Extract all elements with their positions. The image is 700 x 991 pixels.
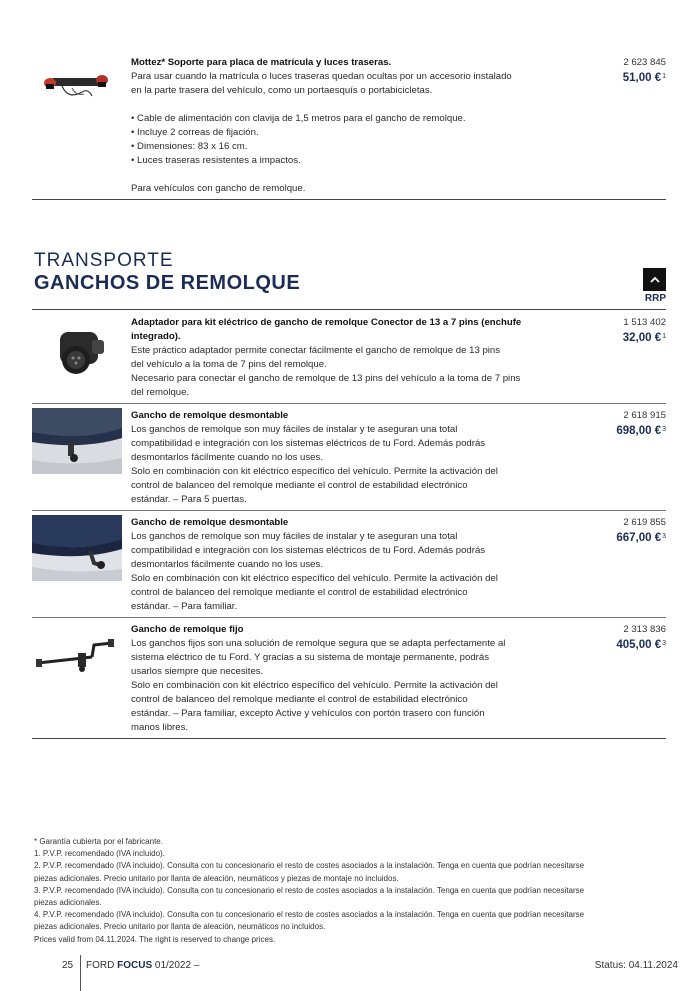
product-row — [32, 56, 666, 201]
footer-divider — [80, 955, 81, 991]
license-plate-light-bar-icon — [32, 66, 122, 106]
product-description: Gancho de remolque fijo Los ganchos fijos son una solución de remolque segura que se adapta perfectamente al sistema eléctrico de tu Ford. Y gracias a su sistema de montaje permanente, podrás usarlos siempre que necesites. Solo en combinación con kit eléctrico específico del vehículo. Permite la activación del control de balanceo del remolque mediante el control de estabilidad electrónico estándar. – Para familiar, excepto Active y vehículos con portón trasero con función manos libres. — [131, 623, 551, 735]
product-row — [32, 409, 666, 509]
part-number: 2 623 845 — [623, 57, 666, 68]
footnote: 3. P.V.P. recomendado (IVA incluido). Consulta con tu concesionario el resto de costes asociados a la instalación. Tenga en cuenta que podrían necesitarse — [34, 885, 585, 895]
product-title: Gancho de remolque fijo — [131, 624, 244, 635]
tow-hook-wagon-photo — [32, 515, 122, 581]
status-date: Status: 04.11.2024 — [594, 960, 678, 971]
product-row — [32, 623, 666, 738]
part-number: 2 313 836 — [623, 624, 666, 635]
price-block — [556, 56, 666, 86]
scroll-up-button[interactable] — [643, 268, 666, 291]
price: 698,00 €$^3$ — [616, 425, 666, 437]
part-number: 2 618 915 — [623, 410, 666, 421]
footnote: 4. P.V.P. recomendado (IVA incluido). Consulta con tu concesionario el resto de costes asociados a la instalación. Tenga en cuenta que podrían necesitarse — [34, 910, 585, 920]
page-number: 25 — [62, 960, 74, 971]
divider — [32, 738, 666, 739]
part-number: 1 513 402 — [623, 317, 666, 328]
section-title: GANCHOS DE REMOLQUE — [34, 272, 301, 294]
product-description: Gancho de remolque desmontable Los ganchos de remolque son muy fáciles de instalar y te aseguran una total compatibilidad e integración con los sistemas eléctricos de tu Ford. Además podrás desmontarlos fácilmente cuando no los uses. Solo en combinación con kit eléctrico específico del vehículo. Permite la activación del control de balanceo del remolque mediante el control de estabilidad electrónico estándar. – Para 5 puertas. — [131, 409, 551, 507]
price: 405,00 €$^3$ — [616, 639, 666, 651]
chevron-up-icon — [650, 276, 660, 284]
footnote: piezas adicionales. Precio unitario por llanta de aleación, neumáticos y piezas de montaje no incluidos. — [34, 873, 399, 883]
part-number: 2 619 855 — [623, 517, 666, 528]
product-title: Adaptador para kit eléctrico de gancho de remolque Conector de 13 a 7 pins (enchufe integrado). — [131, 317, 522, 342]
footnote: 2. P.V.P. recomendado (IVA incluido). Consulta con tu concesionario el resto de costes asociados a la instalación. Tenga en cuenta que podrían necesitarse — [34, 861, 585, 871]
footnote: Prices valid from 04.11.2024. The right is reserved to change prices. — [34, 934, 276, 944]
adapter-plug-icon — [32, 318, 122, 388]
divider — [32, 403, 666, 404]
page-footer — [0, 955, 700, 991]
product-description: Gancho de remolque desmontable Los ganchos de remolque son muy fáciles de instalar y te aseguran una total compatibilidad e integración con los sistemas eléctricos de tu Ford. Además podrás desmontarlos fácilmente cuando no los uses. Solo en combinación con kit eléctrico específico del vehículo. Permite la activación del control de balanceo del remolque mediante el control de estabilidad electrónico estándar. – Para familiar. — [131, 516, 551, 614]
footnotes — [34, 836, 666, 946]
divider — [32, 617, 666, 618]
price-block — [556, 409, 666, 439]
section-heading — [34, 250, 300, 294]
footnote: piezas adicionales. — [34, 898, 102, 908]
product-description: Adaptador para kit eléctrico de gancho de remolque Conector de 13 a 7 pins (enchufe integrado). Este práctico adaptador permite conectar fácilmente el gancho de remolque de 13 pins del vehículo a la toma de 7 pins del remolque. Necesario para conectar el gancho de remolque de 13 pins del vehículo a la toma de 7 pins del remolque. — [131, 316, 551, 400]
price-block — [556, 516, 666, 546]
product-description: Mottez* Soporte para placa de matrícula y luces traseras. Para usar cuando la matrícula o luces traseras quedan ocultas por un accesorio instalado en la parte trasera del vehículo, como un portaesquís o portabicicletas. • Cable de alimentación con clavija de 1,5 metros para el gancho de remolque. • Incluye 2 correas de fijación. • Dimensiones: 83 x 16 cm. • Luces traseras resistentes a impactos. Para vehículos con gancho de remolque. — [131, 56, 551, 196]
product-title: Gancho de remolque desmontable — [131, 517, 289, 528]
product-title: Gancho de remolque desmontable — [131, 410, 289, 421]
footnote: 1. P.V.P. recomendado (IVA incluido). — [34, 849, 165, 859]
product-title: Mottez* Soporte para placa de matrícula y luces traseras. — [131, 57, 392, 68]
product-row — [32, 316, 666, 402]
divider — [32, 510, 666, 511]
price-block — [556, 623, 666, 653]
divider — [32, 309, 666, 310]
price: 51,00 €$^1$ — [622, 72, 666, 84]
tow-hook-5door-photo — [32, 408, 122, 474]
divider — [32, 199, 666, 200]
price: 667,00 €$^3$ — [616, 532, 666, 544]
fixed-tow-bar-icon — [32, 635, 122, 675]
section-category: TRANSPORTE — [34, 250, 174, 271]
price: 32,00 €$^1$ — [622, 332, 666, 344]
price-block — [556, 316, 666, 346]
footnote: piezas adicionales. Precio unitario por llanta de aleación, neumáticos no incluidos. — [34, 922, 326, 932]
product-row — [32, 516, 666, 616]
model-label: FORD FOCUS 01/2022 – — [86, 960, 200, 971]
rrp-label: RRP — [644, 293, 666, 304]
footnote: * Garantía cubierta por el fabricante. — [34, 837, 163, 846]
